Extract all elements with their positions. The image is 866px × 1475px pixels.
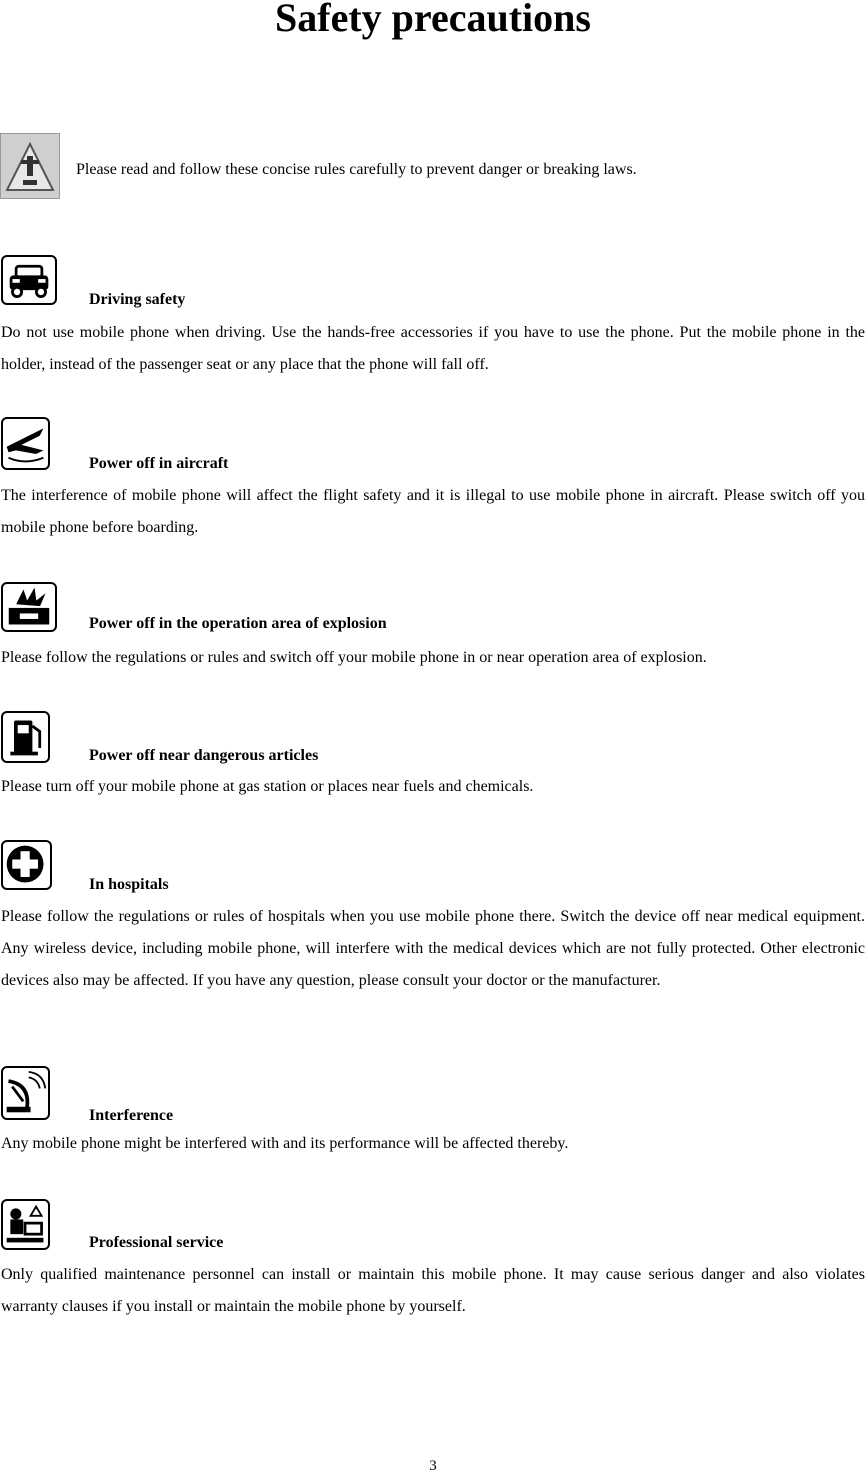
car-icon [1,255,57,305]
section-body-driving: Do not use mobile phone when driving. Use the hands-free accessories if you have to use the phone. Put the mobile phone in the holder, instead of the passenger seat or any place that the phone will fall off. [1,324,865,373]
section-body-dangerous-articles: Please turn off your mobile phone at gas station or places near fuels and chemicals. [1,778,534,795]
section-heading-driving: Driving safety [89,291,186,308]
warning-triangle-icon [0,133,60,199]
section-heading-explosion: Power off in the operation area of explosion [89,615,387,632]
explosion-icon [1,582,57,632]
section-heading-hospitals: In hospitals [89,876,169,893]
section-body-interference: Any mobile phone might be interfered with and its performance will be affected thereby. [1,1135,569,1152]
section-body-explosion: Please follow the regulations or rules and switch off your mobile phone in or near operation area of explosion. [1,649,707,666]
page-number: 3 [429,1458,437,1474]
section-body-hospitals: Please follow the regulations or rules of hospitals when you use mobile phone there. Switch the device off near medical equipment. Any wireless device, including mobile phone, will interfere with the medical devices which are not fully protected. Other electronic devices also may be affected. If you have any question, please consult your doctor or the manufacturer. [1,908,865,989]
page-title: Safety precautions [275,0,591,40]
satellite-dish-icon [1,1066,50,1120]
section-heading-aircraft: Power off in aircraft [89,455,229,472]
fuel-pump-icon [1,711,50,763]
service-technician-icon [1,1199,50,1250]
section-heading-professional-service: Professional service [89,1234,224,1251]
airplane-icon [1,417,50,470]
section-heading-interference: Interference [89,1107,174,1124]
intro-text: Please read and follow these concise rules carefully to prevent danger or breaking laws. [76,161,637,178]
hospital-cross-icon [1,840,52,890]
section-body-professional-service: Only qualified maintenance personnel can install or maintain this mobile phone. It may cause serious danger and also violates warranty clauses if you install or maintain the mobile phone by yourself. [1,1266,865,1315]
section-heading-dangerous-articles: Power off near dangerous articles [89,747,319,764]
section-body-aircraft: The interference of mobile phone will affect the flight safety and it is illegal to use mobile phone in aircraft. Please switch off you mobile phone before boarding. [1,487,865,536]
